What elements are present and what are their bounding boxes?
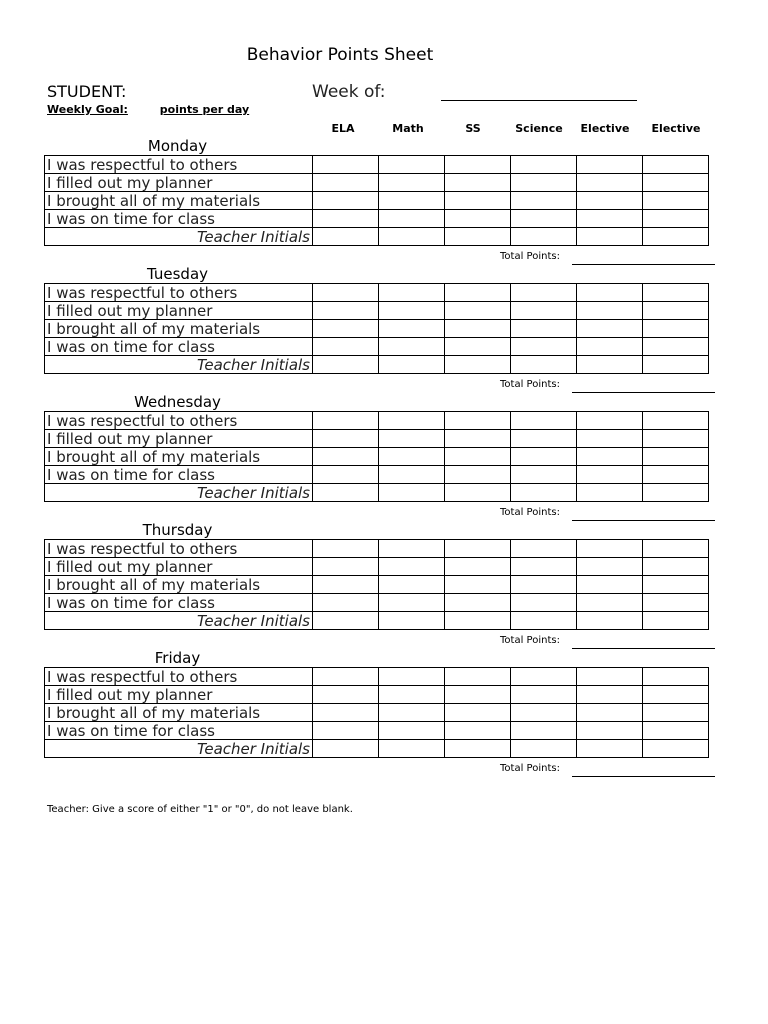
score-cell[interactable] [379, 284, 445, 302]
score-cell[interactable] [511, 192, 577, 210]
score-cell[interactable] [445, 540, 511, 558]
behavior-row [45, 686, 709, 704]
behavior-label: I was respectful to others [45, 284, 313, 302]
score-cell[interactable] [313, 722, 379, 740]
score-cell[interactable] [577, 558, 643, 576]
score-cell[interactable] [445, 722, 511, 740]
behavior-row [45, 668, 709, 686]
score-cell[interactable] [379, 686, 445, 704]
score-cell[interactable] [445, 594, 511, 612]
score-cell[interactable] [511, 686, 577, 704]
score-cell[interactable] [379, 576, 445, 594]
total-points-label: Total Points: [500, 635, 560, 646]
initials-cell[interactable] [511, 484, 577, 502]
score-cell[interactable] [379, 338, 445, 356]
score-cell[interactable] [577, 448, 643, 466]
score-cell[interactable] [643, 338, 709, 356]
score-cell[interactable] [511, 704, 577, 722]
score-cell[interactable] [643, 430, 709, 448]
score-cell[interactable] [445, 320, 511, 338]
score-cell[interactable] [379, 302, 445, 320]
day-title: Tuesday [146, 265, 209, 283]
score-cell[interactable] [577, 210, 643, 228]
score-cell[interactable] [313, 284, 379, 302]
initials-row [45, 356, 709, 374]
score-cell[interactable] [379, 412, 445, 430]
score-cell[interactable] [313, 686, 379, 704]
total-points-label: Total Points: [500, 379, 560, 390]
score-cell[interactable] [643, 558, 709, 576]
score-cell[interactable] [643, 722, 709, 740]
behavior-row [45, 540, 709, 558]
score-cell[interactable] [313, 576, 379, 594]
behavior-row [45, 320, 709, 338]
behavior-row [45, 302, 709, 320]
score-cell[interactable] [313, 466, 379, 484]
behavior-label: I was respectful to others [45, 668, 313, 686]
total-points-field[interactable] [572, 392, 715, 393]
subject-header: Math [392, 122, 424, 135]
total-points-label: Total Points: [500, 251, 560, 262]
initials-row [45, 484, 709, 502]
score-cell[interactable] [313, 668, 379, 686]
score-cell[interactable] [511, 466, 577, 484]
score-cell[interactable] [511, 430, 577, 448]
score-cell[interactable] [643, 174, 709, 192]
behavior-row [45, 558, 709, 576]
score-cell[interactable] [577, 430, 643, 448]
behavior-row [45, 156, 709, 174]
score-cell[interactable] [313, 594, 379, 612]
score-cell[interactable] [511, 668, 577, 686]
score-cell[interactable] [445, 284, 511, 302]
total-points-field[interactable] [572, 776, 715, 777]
score-cell[interactable] [379, 156, 445, 174]
score-cell[interactable] [643, 576, 709, 594]
behavior-label: I brought all of my materials [45, 192, 313, 210]
score-cell[interactable] [643, 284, 709, 302]
score-cell[interactable] [643, 466, 709, 484]
score-cell[interactable] [511, 448, 577, 466]
total-points-field[interactable] [572, 264, 715, 265]
initials-cell[interactable] [313, 740, 379, 758]
total-points-field[interactable] [572, 648, 715, 649]
score-cell[interactable] [643, 448, 709, 466]
score-cell[interactable] [313, 210, 379, 228]
score-cell[interactable] [511, 338, 577, 356]
score-cell[interactable] [511, 284, 577, 302]
score-cell[interactable] [511, 156, 577, 174]
score-cell[interactable] [643, 412, 709, 430]
score-cell[interactable] [643, 594, 709, 612]
score-cell[interactable] [643, 668, 709, 686]
score-cell[interactable] [379, 466, 445, 484]
score-cell[interactable] [379, 430, 445, 448]
initials-cell[interactable] [577, 484, 643, 502]
initials-cell[interactable] [511, 228, 577, 246]
initials-cell[interactable] [511, 612, 577, 630]
score-cell[interactable] [313, 302, 379, 320]
score-cell[interactable] [445, 302, 511, 320]
behavior-label: I was on time for class [45, 722, 313, 740]
score-cell[interactable] [577, 412, 643, 430]
subject-header: Science [515, 122, 563, 135]
score-cell[interactable] [313, 156, 379, 174]
behavior-row [45, 430, 709, 448]
initials-cell[interactable] [643, 612, 709, 630]
score-cell[interactable] [577, 540, 643, 558]
behavior-label: I brought all of my materials [45, 704, 313, 722]
student-label: STUDENT: [47, 82, 127, 101]
teacher-initials-label: Teacher Initials [45, 356, 313, 374]
initials-cell[interactable] [445, 612, 511, 630]
score-cell[interactable] [379, 594, 445, 612]
day-title: Wednesday [134, 393, 221, 411]
initials-cell[interactable] [445, 228, 511, 246]
score-cell[interactable] [445, 192, 511, 210]
subject-header: Elective [651, 122, 701, 135]
behavior-label: I was respectful to others [45, 156, 313, 174]
initials-cell[interactable] [379, 228, 445, 246]
initials-cell[interactable] [643, 740, 709, 758]
initials-cell[interactable] [313, 612, 379, 630]
week-of-field[interactable] [441, 100, 637, 101]
score-cell[interactable] [445, 576, 511, 594]
initials-cell[interactable] [445, 356, 511, 374]
initials-cell[interactable] [445, 484, 511, 502]
initials-cell[interactable] [379, 740, 445, 758]
score-cell[interactable] [643, 540, 709, 558]
total-points-label: Total Points: [500, 507, 560, 518]
behavior-row [45, 704, 709, 722]
behavior-label: I brought all of my materials [45, 448, 313, 466]
teacher-initials-label: Teacher Initials [45, 612, 313, 630]
score-cell[interactable] [445, 156, 511, 174]
score-cell[interactable] [511, 302, 577, 320]
behavior-label: I brought all of my materials [45, 576, 313, 594]
score-cell[interactable] [511, 594, 577, 612]
score-cell[interactable] [445, 412, 511, 430]
score-cell[interactable] [379, 320, 445, 338]
score-cell[interactable] [643, 192, 709, 210]
score-cell[interactable] [643, 302, 709, 320]
behavior-row [45, 448, 709, 466]
weekly-goal-suffix: points per day [159, 103, 250, 116]
score-cell[interactable] [577, 686, 643, 704]
initials-cell[interactable] [643, 356, 709, 374]
score-cell[interactable] [511, 174, 577, 192]
initials-cell[interactable] [379, 356, 445, 374]
behavior-label: I was on time for class [45, 466, 313, 484]
initials-row [45, 612, 709, 630]
score-cell[interactable] [577, 284, 643, 302]
behavior-label: I was on time for class [45, 338, 313, 356]
score-cell[interactable] [379, 540, 445, 558]
initials-cell[interactable] [313, 228, 379, 246]
score-cell[interactable] [313, 704, 379, 722]
score-cell[interactable] [313, 540, 379, 558]
score-cell[interactable] [379, 704, 445, 722]
initials-cell[interactable] [313, 356, 379, 374]
behavior-table [44, 411, 709, 502]
score-cell[interactable] [379, 174, 445, 192]
score-cell[interactable] [577, 722, 643, 740]
weekly-goal [47, 103, 249, 116]
behavior-label: I filled out my planner [45, 686, 313, 704]
initials-cell[interactable] [577, 740, 643, 758]
initials-cell[interactable] [379, 612, 445, 630]
score-cell[interactable] [313, 448, 379, 466]
score-cell[interactable] [313, 558, 379, 576]
behavior-row [45, 284, 709, 302]
score-cell[interactable] [577, 192, 643, 210]
score-cell[interactable] [577, 338, 643, 356]
score-cell[interactable] [511, 412, 577, 430]
score-cell[interactable] [577, 302, 643, 320]
teacher-note: Teacher: Give a score of either "1" or "0", do not leave blank. [47, 804, 353, 815]
behavior-label: I was on time for class [45, 594, 313, 612]
behavior-label: I filled out my planner [45, 174, 313, 192]
behavior-table [44, 155, 709, 246]
score-cell[interactable] [577, 576, 643, 594]
initials-cell[interactable] [577, 356, 643, 374]
score-cell[interactable] [379, 558, 445, 576]
score-cell[interactable] [313, 192, 379, 210]
week-of-label: Week of: [312, 82, 386, 102]
score-cell[interactable] [313, 174, 379, 192]
subject-header: ELA [331, 122, 355, 135]
behavior-label: I was on time for class [45, 210, 313, 228]
behavior-label: I filled out my planner [45, 302, 313, 320]
behavior-row [45, 174, 709, 192]
score-cell[interactable] [445, 704, 511, 722]
score-cell[interactable] [577, 320, 643, 338]
initials-cell[interactable] [577, 228, 643, 246]
initials-cell[interactable] [643, 228, 709, 246]
behavior-row [45, 576, 709, 594]
score-cell[interactable] [445, 174, 511, 192]
page-title: Behavior Points Sheet [246, 45, 434, 65]
behavior-label: I filled out my planner [45, 430, 313, 448]
score-cell[interactable] [379, 192, 445, 210]
score-cell[interactable] [445, 430, 511, 448]
initials-row [45, 228, 709, 246]
score-cell[interactable] [379, 448, 445, 466]
score-cell[interactable] [445, 210, 511, 228]
behavior-label: I was respectful to others [45, 540, 313, 558]
score-cell[interactable] [445, 466, 511, 484]
score-cell[interactable] [577, 668, 643, 686]
score-cell[interactable] [445, 558, 511, 576]
teacher-initials-label: Teacher Initials [45, 740, 313, 758]
total-points-label: Total Points: [500, 763, 560, 774]
score-cell[interactable] [643, 210, 709, 228]
behavior-label: I filled out my planner [45, 558, 313, 576]
score-cell[interactable] [313, 430, 379, 448]
initials-cell[interactable] [379, 484, 445, 502]
score-cell[interactable] [379, 668, 445, 686]
day-title: Friday [154, 649, 201, 667]
initials-cell[interactable] [511, 356, 577, 374]
initials-cell[interactable] [445, 740, 511, 758]
behavior-row [45, 466, 709, 484]
score-cell[interactable] [511, 576, 577, 594]
total-points-field[interactable] [572, 520, 715, 521]
initials-cell[interactable] [313, 484, 379, 502]
score-cell[interactable] [511, 722, 577, 740]
day-title: Thursday [142, 521, 213, 539]
behavior-label: I brought all of my materials [45, 320, 313, 338]
score-cell[interactable] [577, 466, 643, 484]
score-cell[interactable] [643, 704, 709, 722]
score-cell[interactable] [643, 156, 709, 174]
behavior-table [44, 283, 709, 374]
score-cell[interactable] [577, 594, 643, 612]
behavior-row [45, 412, 709, 430]
score-cell[interactable] [445, 448, 511, 466]
score-cell[interactable] [445, 338, 511, 356]
score-cell[interactable] [577, 156, 643, 174]
behavior-row [45, 722, 709, 740]
initials-row [45, 740, 709, 758]
score-cell[interactable] [577, 704, 643, 722]
subject-header: Elective [580, 122, 630, 135]
score-cell[interactable] [643, 320, 709, 338]
score-cell[interactable] [379, 722, 445, 740]
behavior-table [44, 667, 709, 758]
behavior-label: I was respectful to others [45, 412, 313, 430]
score-cell[interactable] [577, 174, 643, 192]
day-title: Monday [147, 137, 208, 155]
score-cell[interactable] [313, 338, 379, 356]
score-cell[interactable] [445, 668, 511, 686]
behavior-row [45, 594, 709, 612]
behavior-row [45, 192, 709, 210]
initials-cell[interactable] [577, 612, 643, 630]
score-cell[interactable] [511, 320, 577, 338]
behavior-row [45, 338, 709, 356]
subject-headers [0, 122, 768, 138]
initials-cell[interactable] [643, 484, 709, 502]
score-cell[interactable] [313, 412, 379, 430]
behavior-table [44, 539, 709, 630]
score-cell[interactable] [511, 210, 577, 228]
initials-cell[interactable] [511, 740, 577, 758]
score-cell[interactable] [511, 558, 577, 576]
score-cell[interactable] [511, 540, 577, 558]
subject-header: SS [465, 122, 481, 135]
teacher-initials-label: Teacher Initials [45, 228, 313, 246]
score-cell[interactable] [643, 686, 709, 704]
behavior-row [45, 210, 709, 228]
weekly-goal-label: Weekly Goal: [47, 103, 128, 116]
score-cell[interactable] [445, 686, 511, 704]
score-cell[interactable] [313, 320, 379, 338]
score-cell[interactable] [379, 210, 445, 228]
teacher-initials-label: Teacher Initials [45, 484, 313, 502]
